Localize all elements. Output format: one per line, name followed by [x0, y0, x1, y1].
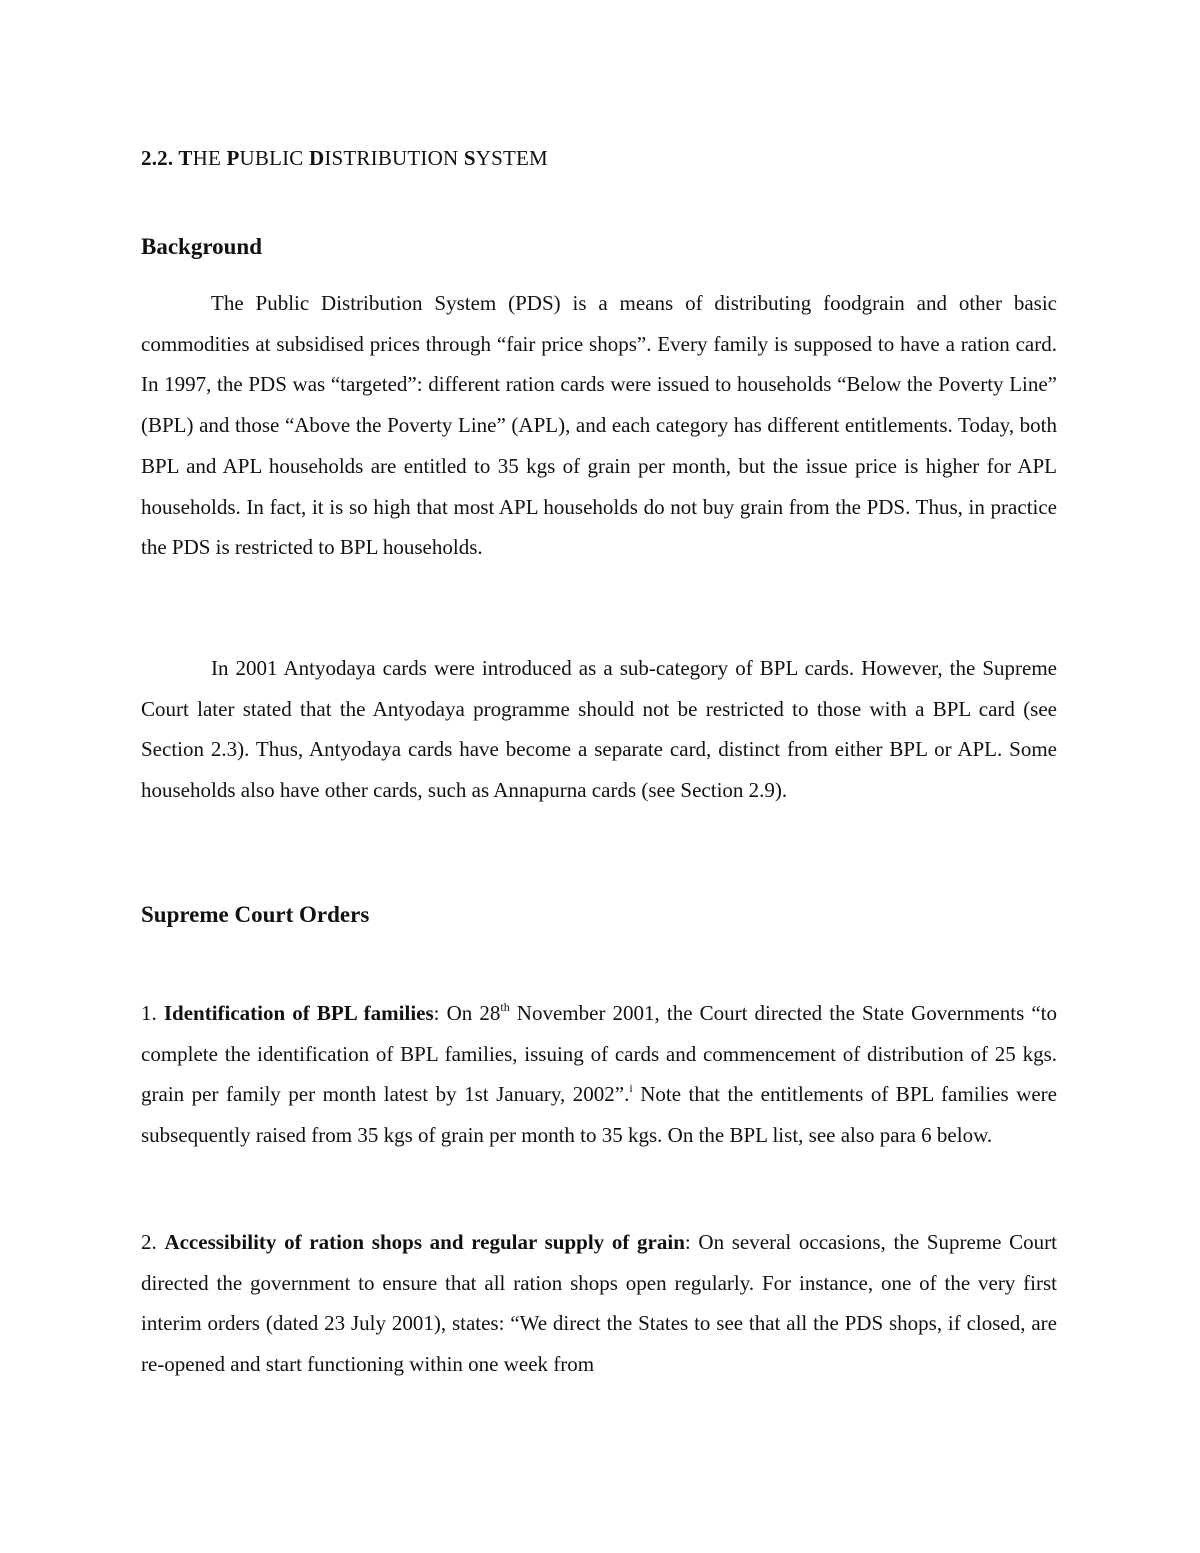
title-word-system: SYSTEM — [463, 146, 548, 170]
background-paragraph-1: The Public Distribution System (PDS) is a means of distributing foodgrain and other basic commodities at subsidised prices through “fair price shops”. Every family is supposed to have a ration card. In 1997, the PDS was “targeted”: different ration cards were issued to households “Below the Poverty Line” (BPL) and those “Above the Poverty Line” (APL), and each category has different entitlements. Today, both BPL and APL households are entitled to 35 kgs of grain per month, but the issue price is higher for APL households. In fact, it is so high that most APL households do not buy grain from the PDS. Thus, in practice the PDS is restricted to BPL households. — [141, 291, 1057, 560]
title-word-distribution: DISTRIBUTION — [308, 146, 459, 170]
background-heading: Background — [141, 234, 263, 259]
order-1-text: November 2001, the Court directed the State Governments “to complete the identification of BPL families, issuing of cards and commencement of distribution of 25 kgs. grain per family per month latest by 1st January, 2002”. — [141, 1001, 1058, 1107]
order-2-text: : On several occasions, the Supreme Court directed the government to ensure that all ration shops open regularly. For instance, one of the very first interim orders (dated 23 July 2001), states: “We direct the States to see that all the PDS shops, if closed, are re-opened and start functioning within one week from — [141, 1230, 1057, 1377]
section-title — [141, 146, 548, 171]
title-word-public: PUBLIC — [226, 146, 304, 170]
order-2-number: 2. — [141, 1230, 157, 1254]
order-item-2 — [141, 1222, 1057, 1385]
footnote-reference[interactable]: i — [629, 1081, 633, 1096]
order-item-1 — [141, 993, 1057, 1156]
orders-heading: Supreme Court Orders — [141, 902, 370, 927]
section-number: 2.2. — [141, 146, 174, 170]
order-1-note: Note that the entitlements of BPL families were subsequently raised from 35 kgs of grain per month to 35 kgs. On the BPL list, see also para 6 below. — [141, 1082, 1057, 1148]
title-word-the: THE — [178, 146, 222, 170]
order-1-ordinal-suffix: th — [500, 1000, 510, 1014]
order-1-number: 1. — [141, 1001, 157, 1025]
order-2-title: Accessibility of ration shops and regular supply of grain — [164, 1230, 685, 1254]
background-paragraph-2: In 2001 Antyodaya cards were introduced as a sub-category of BPL cards. However, the Supreme Court later stated that the Antyodaya programme should not be restricted to those with a BPL card (see Section 2.3). Thus, Antyodaya cards have become a separate card, distinct from either BPL or APL. Some households also have other cards, such as Annapurna cards (see Section 2.9). — [141, 656, 1057, 803]
order-1-text-start: : On 28 — [433, 1001, 501, 1025]
order-1-title: Identification of BPL families — [163, 1001, 434, 1025]
